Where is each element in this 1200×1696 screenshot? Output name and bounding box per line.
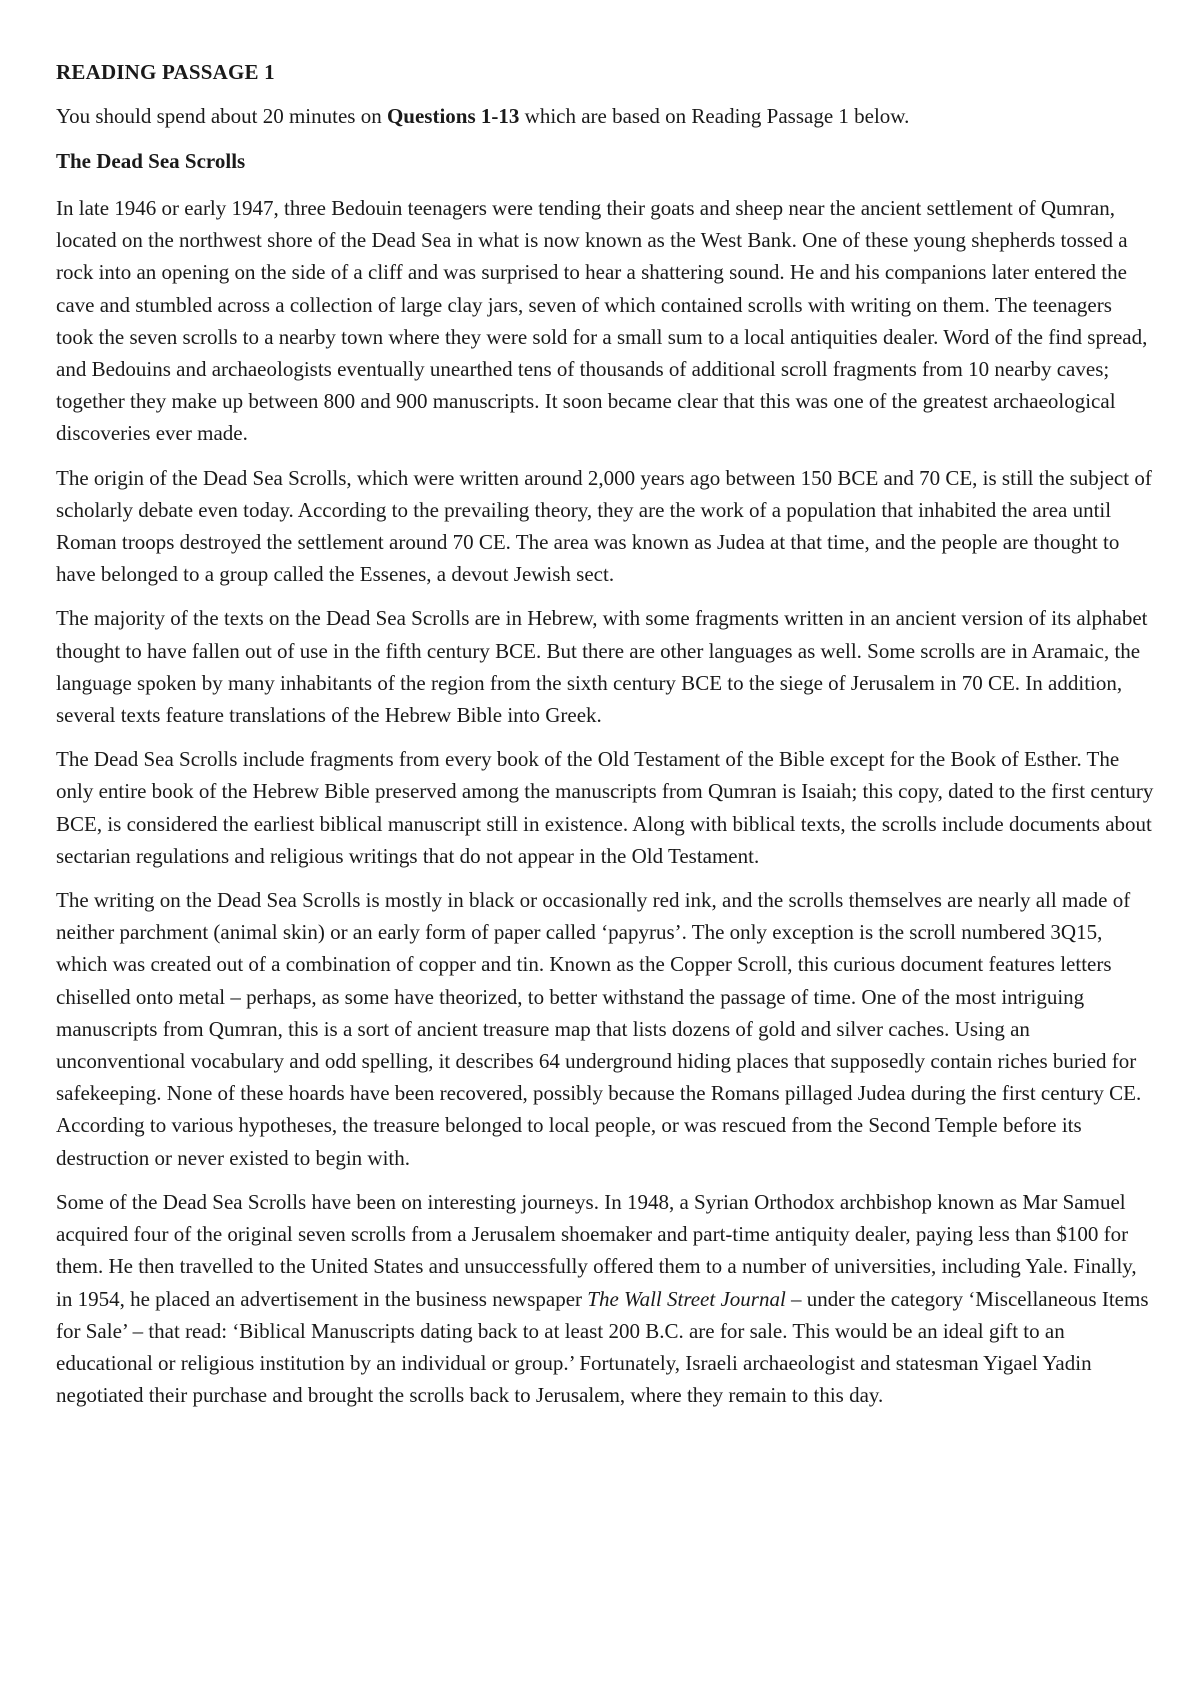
paragraph-6 [56, 1186, 1154, 1411]
paragraph-5: The writing on the Dead Sea Scrolls is mostly in black or occasionally red ink, and the scrolls themselves are nearly all made of neither parchment (animal skin) or an early form of paper called ‘papyrus’. The only exception is the scroll numbered 3Q15, which was created out of a combination of copper and tin. Known as the Copper Scroll, this curious document features letters chiselled onto metal – perhaps, as some have theorized, to better withstand the passage of time. One of the most intriguing manuscripts from Qumran, this is a sort of ancient treasure map that lists dozens of gold and silver caches. Using an unconventional vocabulary and odd spelling, it describes 64 underground hiding places that supposedly contain riches buried for safekeeping. None of these hoards have been recovered, possibly because the Romans pillaged Judea during the first century CE. According to various hypotheses, the treasure belonged to local people, or was rescued from the Second Temple before its destruction or never existed to begin with. [56, 888, 1142, 1170]
paragraph-6-before: Some of the Dead Sea Scrolls have been on interesting journeys. In 1948, a Syrian Orthodox archbishop known as Mar Samuel acquired four of the original seven scrolls from a Jerusalem shoemaker and part-time antiquity dealer, paying less than $100 for them. He then travelled to the United States and unsuccessfully offered them to a number of universities, including Yale. Finally, in 1954, he placed an advertisement in the business newspaper [56, 1189, 1137, 1311]
paragraph-6-after: – under the category ‘Miscellaneous Items for Sale’ – that read: ‘Biblical Manuscripts dating back to at least 200 B.C. are for sale. This would be an ideal gift to an educational or religious institution by an individual or group.’ Fortunately, Israeli archaeologist and statesman Yigael Yadin negotiated their purchase and brought the scrolls back to Jerusalem, where they remain to this day. [56, 1286, 1149, 1408]
document-page [56, 60, 1154, 1423]
newspaper-name: The Wall Street Journal [587, 1286, 786, 1311]
paragraph-2: The origin of the Dead Sea Scrolls, which were written around 2,000 years ago between 150 BCE and 70 CE, is still the subject of scholarly debate even today. According to the prevailing theory, they are the work of a population that inhabited the area until Roman troops destroyed the settlement around 70 CE. The area was known as Judea at that time, and the people are thought to have belonged to a group called the Essenes, a devout Jewish sect. [56, 465, 1152, 587]
paragraph-1: In late 1946 or early 1947, three Bedouin teenagers were tending their goats and sheep near the ancient settlement of Qumran, located on the northwest shore of the Dead Sea in what is now known as the West Bank. One of these young shepherds tossed a rock into an opening on the side of a cliff and was surprised to hear a shattering sound. He and his companions later entered the cave and stumbled across a collection of large clay jars, seven of which contained scrolls with writing on them. The teenagers took the seven scrolls to a nearby town where they were sold for a small sum to a local antiquities dealer. Word of the find spread, and Bedouins and archaeologists eventually unearthed tens of thousands of additional scroll fragments from 10 nearby caves; together they make up between 800 and 900 manuscripts. It soon became clear that this was one of the greatest archaeological discoveries ever made. [56, 196, 1148, 446]
passage-title: The Dead Sea Scrolls [56, 149, 246, 173]
section-heading: READING PASSAGE 1 [56, 60, 275, 84]
paragraph-3: The majority of the texts on the Dead Sea Scrolls are in Hebrew, with some fragments written in an ancient version of its alphabet thought to have fallen out of use in the fifth century BCE. But there are other languages as well. Some scrolls are in Aramaic, the language spoken by many inhabitants of the region from the sixth century BCE to the siege of Jerusalem in 70 CE. In addition, several texts feature translations of the Hebrew Bible into Greek. [56, 606, 1148, 728]
instruction-text [56, 104, 1154, 128]
paragraph-4: The Dead Sea Scrolls include fragments from every book of the Old Testament of the Bible except for the Book of Esther. The only entire book of the Hebrew Bible preserved among the manuscripts from Qumran is Isaiah; this copy, dated to the first century BCE, is considered the earliest biblical manuscript still in existence. Along with biblical texts, the scrolls include documents about sectarian regulations and religious writings that do not appear in the Old Testament. [56, 747, 1154, 868]
instruction-before: You should spend about 20 minutes on [56, 104, 387, 128]
instruction-questions: Questions 1-13 [386, 104, 520, 128]
instruction-after: which are based on Reading Passage 1 below. [519, 104, 910, 128]
